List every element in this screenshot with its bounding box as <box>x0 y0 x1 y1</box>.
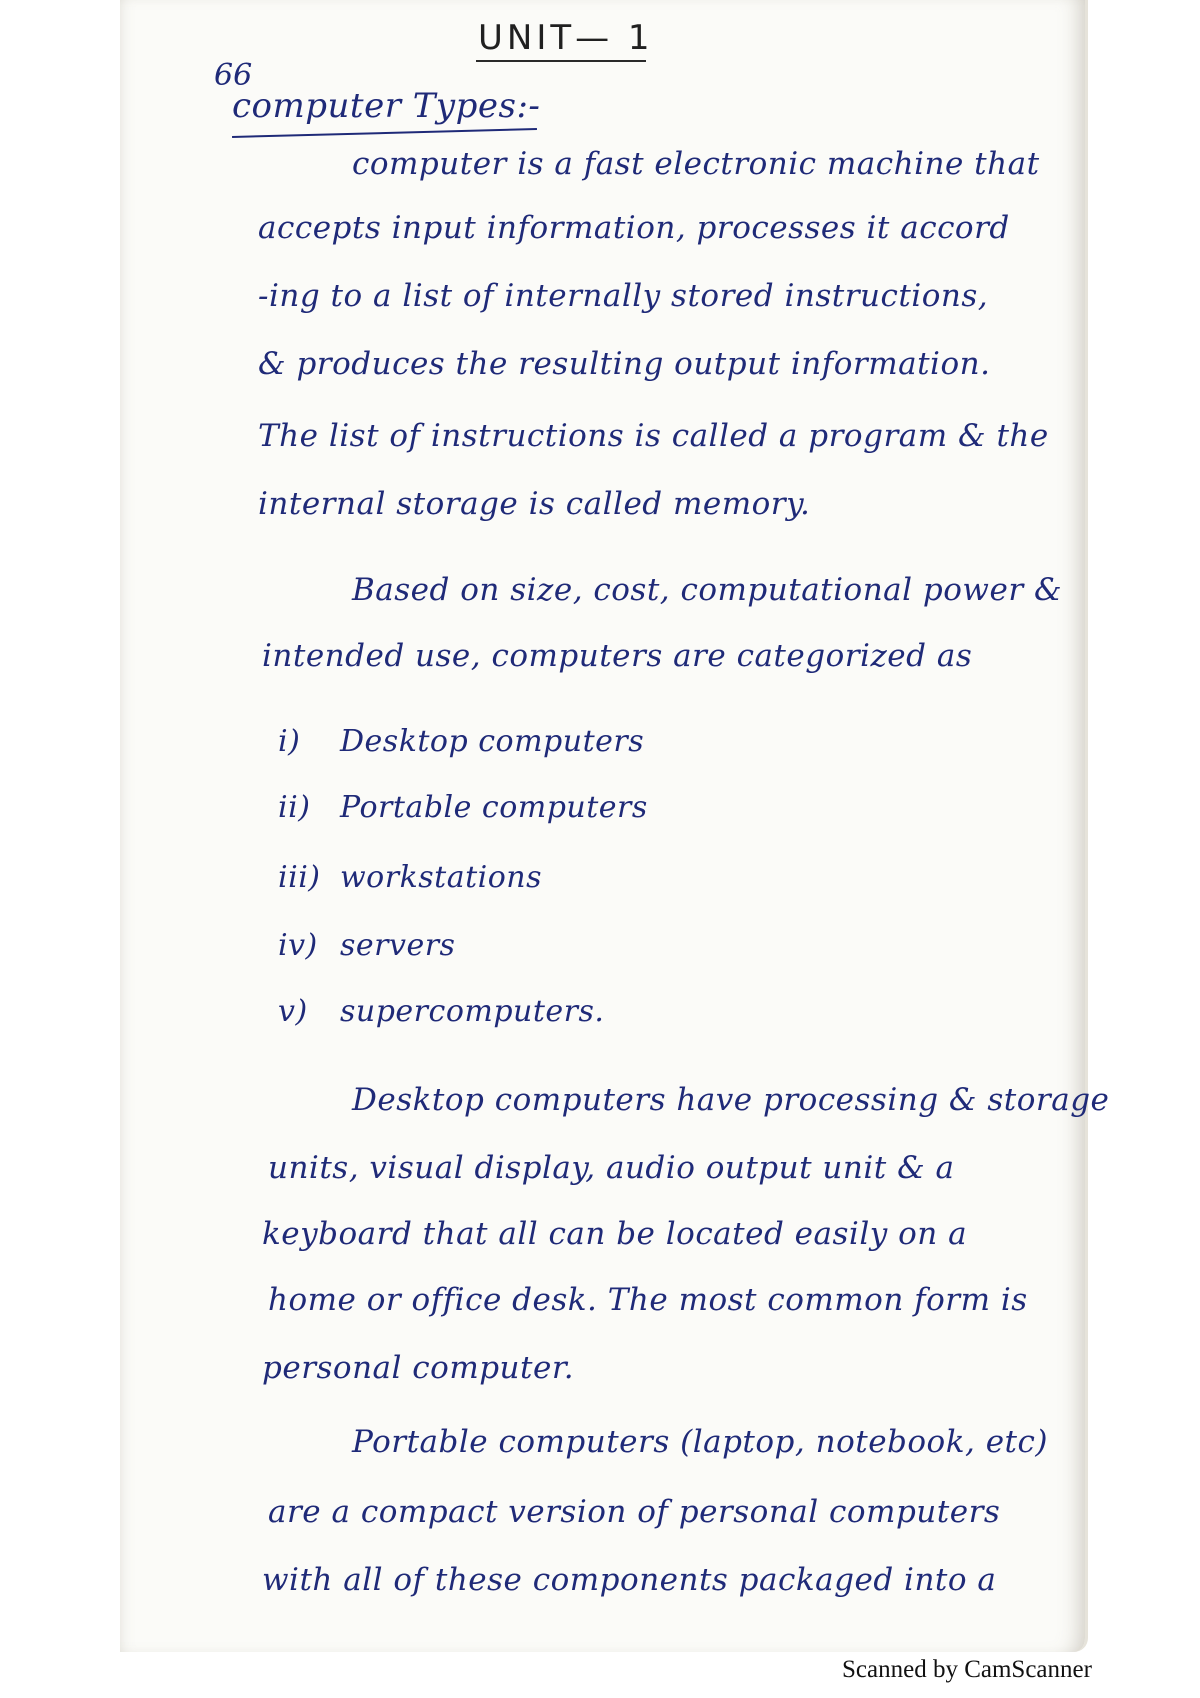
paragraph-line: keyboard that all can be located easily on a <box>262 1216 968 1252</box>
unit-title-underline <box>476 60 646 62</box>
paragraph-line: computer is a fast electronic machine that <box>352 146 1040 182</box>
paragraph-line: Based on size, cost, computational power & <box>352 572 1063 608</box>
paragraph-line: are a compact version of personal computers <box>268 1494 1001 1530</box>
paragraph-line: & produces the resulting output information. <box>258 346 991 382</box>
paragraph-line: -ing to a list of internally stored instructions, <box>258 278 989 314</box>
paragraph-line: units, visual display, audio output unit & a <box>268 1150 955 1186</box>
paragraph-line: Portable computers (laptop, notebook, etc) <box>352 1424 1048 1460</box>
list-item-number: iii) <box>278 860 321 895</box>
list-item-number: v) <box>278 994 308 1029</box>
paragraph-line: accepts input information, processes it accord <box>258 210 1010 246</box>
list-item-label: Desktop computers <box>340 724 645 759</box>
list-item-label: Portable computers <box>340 790 648 825</box>
list-item-label: workstations <box>340 860 543 895</box>
list-item <box>278 790 648 825</box>
scanner-watermark: Scanned by CamScanner <box>842 1656 1092 1683</box>
page-number: 66 <box>214 58 253 93</box>
paragraph-line: with all of these components packaged into a <box>262 1562 997 1598</box>
list-item-number: i) <box>278 724 301 759</box>
paragraph-line: The list of instructions is called a program & the <box>258 418 1049 454</box>
unit-title: UNIT— 1 <box>478 18 654 58</box>
notebook-sheet <box>120 0 1088 1652</box>
paragraph-line: internal storage is called memory. <box>258 486 811 522</box>
section-heading: computer Types:- <box>232 86 541 126</box>
paragraph-line: Desktop computers have processing & storage <box>352 1082 1110 1118</box>
list-item <box>278 860 542 895</box>
list-item-label: supercomputers. <box>340 994 605 1029</box>
paragraph-line: home or office desk. The most common form is <box>268 1282 1028 1318</box>
paragraph-line: intended use, computers are categorized as <box>262 638 973 674</box>
list-item-label: servers <box>340 928 456 963</box>
paragraph-line: personal computer. <box>262 1350 575 1386</box>
list-item-number: ii) <box>278 790 311 825</box>
list-item <box>278 928 455 963</box>
list-item <box>278 994 604 1029</box>
list-item-number: iv) <box>278 928 318 963</box>
list-item <box>278 724 644 759</box>
